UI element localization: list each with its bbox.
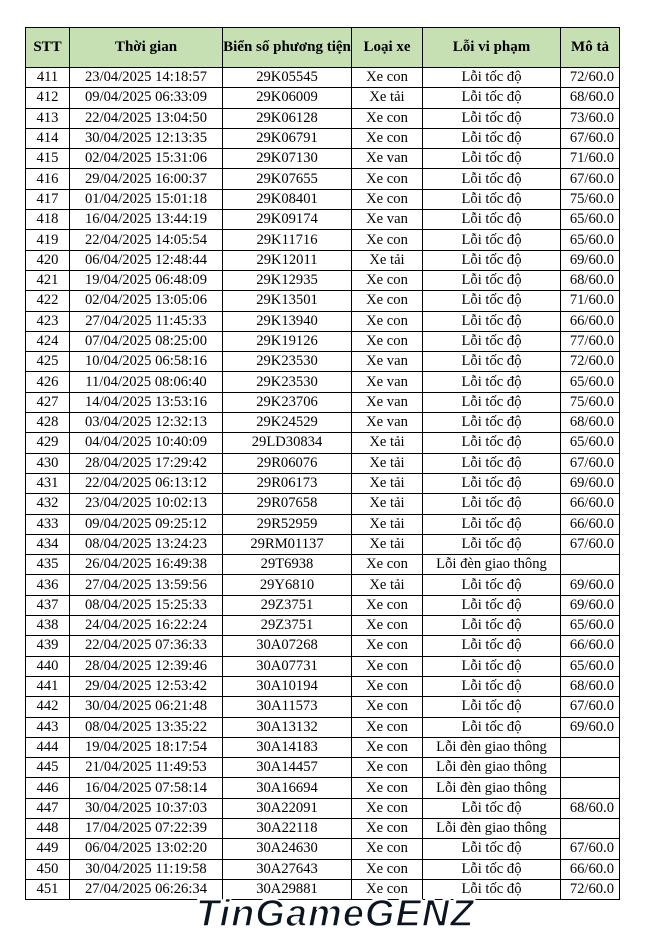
- cell-time: 24/04/2025 16:22:24: [70, 616, 223, 636]
- cell-stt: 435: [26, 555, 70, 575]
- cell-time: 06/04/2025 12:48:44: [70, 250, 223, 270]
- table-row: [26, 859, 620, 879]
- cell-description: 71/60.0: [561, 149, 620, 169]
- table-header-row: [26, 28, 620, 68]
- cell-time: 08/04/2025 15:25:33: [70, 595, 223, 615]
- cell-time: 09/04/2025 09:25:12: [70, 514, 223, 534]
- cell-description: [561, 778, 620, 798]
- violations-table: [25, 27, 620, 900]
- header-plate: Biển số phương tiện: [223, 28, 352, 68]
- cell-description: 69/60.0: [561, 250, 620, 270]
- cell-stt: 451: [26, 879, 70, 899]
- cell-stt: 449: [26, 839, 70, 859]
- cell-violation: Lỗi tốc độ: [423, 595, 561, 615]
- table-row: [26, 433, 620, 453]
- table-row: [26, 514, 620, 534]
- cell-vehicle-type: Xe tải: [352, 494, 423, 514]
- cell-plate: 30A16694: [223, 778, 352, 798]
- table-row: [26, 676, 620, 696]
- cell-stt: 446: [26, 778, 70, 798]
- table-row: [26, 230, 620, 250]
- cell-description: 72/60.0: [561, 68, 620, 88]
- cell-vehicle-type: Xe con: [352, 676, 423, 696]
- cell-vehicle-type: Xe van: [352, 149, 423, 169]
- cell-stt: 413: [26, 108, 70, 128]
- cell-vehicle-type: Xe van: [352, 210, 423, 230]
- table-row: [26, 250, 620, 270]
- cell-violation: Lỗi tốc độ: [423, 453, 561, 473]
- cell-vehicle-type: Xe tải: [352, 88, 423, 108]
- cell-description: 65/60.0: [561, 230, 620, 250]
- cell-stt: 419: [26, 230, 70, 250]
- cell-vehicle-type: Xe con: [352, 189, 423, 209]
- cell-plate: 29K12011: [223, 250, 352, 270]
- cell-description: 67/60.0: [561, 839, 620, 859]
- cell-description: 65/60.0: [561, 616, 620, 636]
- cell-plate: 30A22091: [223, 798, 352, 818]
- cell-violation: Lỗi tốc độ: [423, 291, 561, 311]
- cell-time: 22/04/2025 07:36:33: [70, 636, 223, 656]
- cell-plate: 29R06076: [223, 453, 352, 473]
- table-row: [26, 352, 620, 372]
- cell-description: 67/60.0: [561, 128, 620, 148]
- cell-stt: 431: [26, 473, 70, 493]
- cell-stt: 438: [26, 616, 70, 636]
- cell-time: 17/04/2025 07:22:39: [70, 818, 223, 838]
- cell-time: 30/04/2025 10:37:03: [70, 798, 223, 818]
- cell-stt: 412: [26, 88, 70, 108]
- table-row: [26, 331, 620, 351]
- cell-time: 07/04/2025 08:25:00: [70, 331, 223, 351]
- cell-plate: 30A29881: [223, 879, 352, 899]
- cell-plate: 30A10194: [223, 676, 352, 696]
- cell-stt: 416: [26, 169, 70, 189]
- cell-time: 27/04/2025 11:45:33: [70, 311, 223, 331]
- cell-time: 28/04/2025 17:29:42: [70, 453, 223, 473]
- cell-description: 71/60.0: [561, 291, 620, 311]
- cell-time: 16/04/2025 07:58:14: [70, 778, 223, 798]
- cell-description: 66/60.0: [561, 311, 620, 331]
- cell-stt: 433: [26, 514, 70, 534]
- cell-stt: 415: [26, 149, 70, 169]
- cell-description: [561, 737, 620, 757]
- cell-plate: 29K11716: [223, 230, 352, 250]
- cell-violation: Lỗi tốc độ: [423, 798, 561, 818]
- cell-violation: Lỗi tốc độ: [423, 616, 561, 636]
- cell-violation: Lỗi tốc độ: [423, 149, 561, 169]
- cell-stt: 417: [26, 189, 70, 209]
- cell-description: 72/60.0: [561, 879, 620, 899]
- cell-description: 67/60.0: [561, 169, 620, 189]
- cell-vehicle-type: Xe con: [352, 595, 423, 615]
- cell-violation: Lỗi tốc độ: [423, 68, 561, 88]
- cell-stt: 434: [26, 534, 70, 554]
- cell-time: 29/04/2025 12:53:42: [70, 676, 223, 696]
- table-row: [26, 575, 620, 595]
- cell-description: 65/60.0: [561, 372, 620, 392]
- cell-plate: 29K07130: [223, 149, 352, 169]
- cell-description: 69/60.0: [561, 575, 620, 595]
- cell-plate: 29R07658: [223, 494, 352, 514]
- cell-plate: 29K13940: [223, 311, 352, 331]
- cell-stt: 411: [26, 68, 70, 88]
- cell-time: 28/04/2025 12:39:46: [70, 656, 223, 676]
- cell-violation: Lỗi tốc độ: [423, 250, 561, 270]
- cell-violation: Lỗi tốc độ: [423, 372, 561, 392]
- cell-vehicle-type: Xe con: [352, 758, 423, 778]
- cell-time: 29/04/2025 16:00:37: [70, 169, 223, 189]
- table-row: [26, 291, 620, 311]
- cell-time: 04/04/2025 10:40:09: [70, 433, 223, 453]
- cell-violation: Lỗi tốc độ: [423, 413, 561, 433]
- cell-vehicle-type: Xe tải: [352, 534, 423, 554]
- cell-violation: Lỗi tốc độ: [423, 697, 561, 717]
- cell-description: 65/60.0: [561, 210, 620, 230]
- cell-plate: 29K23706: [223, 392, 352, 412]
- table-row: [26, 108, 620, 128]
- cell-stt: 422: [26, 291, 70, 311]
- cell-time: 27/04/2025 13:59:56: [70, 575, 223, 595]
- cell-plate: 29Z3751: [223, 595, 352, 615]
- cell-vehicle-type: Xe con: [352, 636, 423, 656]
- table-row: [26, 169, 620, 189]
- cell-stt: 420: [26, 250, 70, 270]
- cell-stt: 428: [26, 413, 70, 433]
- cell-vehicle-type: Xe con: [352, 108, 423, 128]
- cell-plate: 29K06791: [223, 128, 352, 148]
- table-row: [26, 717, 620, 737]
- table-row: [26, 697, 620, 717]
- cell-time: 22/04/2025 13:04:50: [70, 108, 223, 128]
- cell-vehicle-type: Xe con: [352, 778, 423, 798]
- table-row: [26, 372, 620, 392]
- cell-description: 68/60.0: [561, 798, 620, 818]
- cell-plate: 29K13501: [223, 291, 352, 311]
- cell-description: 73/60.0: [561, 108, 620, 128]
- cell-violation: Lỗi đèn giao thông: [423, 758, 561, 778]
- cell-description: 67/60.0: [561, 453, 620, 473]
- cell-vehicle-type: Xe con: [352, 697, 423, 717]
- cell-plate: 30A22118: [223, 818, 352, 838]
- cell-plate: 29T6938: [223, 555, 352, 575]
- cell-stt: 443: [26, 717, 70, 737]
- cell-plate: 29R06173: [223, 473, 352, 493]
- cell-description: 75/60.0: [561, 392, 620, 412]
- table-row: [26, 210, 620, 230]
- cell-plate: 29K06009: [223, 88, 352, 108]
- cell-stt: 444: [26, 737, 70, 757]
- cell-stt: 436: [26, 575, 70, 595]
- cell-plate: 29R52959: [223, 514, 352, 534]
- table-body: [26, 68, 620, 900]
- table-row: [26, 555, 620, 575]
- cell-time: 01/04/2025 15:01:18: [70, 189, 223, 209]
- cell-stt: 414: [26, 128, 70, 148]
- cell-plate: 29RM01137: [223, 534, 352, 554]
- header-time: Thời gian: [70, 28, 223, 68]
- cell-stt: 432: [26, 494, 70, 514]
- cell-time: 14/04/2025 13:53:16: [70, 392, 223, 412]
- cell-stt: 440: [26, 656, 70, 676]
- cell-vehicle-type: Xe con: [352, 311, 423, 331]
- cell-stt: 427: [26, 392, 70, 412]
- cell-description: 69/60.0: [561, 595, 620, 615]
- cell-description: 65/60.0: [561, 656, 620, 676]
- cell-plate: 29LD30834: [223, 433, 352, 453]
- cell-stt: 447: [26, 798, 70, 818]
- table-row: [26, 595, 620, 615]
- cell-plate: 30A07268: [223, 636, 352, 656]
- cell-description: 66/60.0: [561, 636, 620, 656]
- cell-description: 75/60.0: [561, 189, 620, 209]
- cell-description: 68/60.0: [561, 88, 620, 108]
- table-row: [26, 453, 620, 473]
- table-row: [26, 534, 620, 554]
- cell-violation: Lỗi tốc độ: [423, 230, 561, 250]
- table-row: [26, 88, 620, 108]
- cell-vehicle-type: Xe con: [352, 128, 423, 148]
- table-row: [26, 737, 620, 757]
- table-row: [26, 839, 620, 859]
- cell-violation: Lỗi tốc độ: [423, 392, 561, 412]
- cell-vehicle-type: Xe van: [352, 413, 423, 433]
- cell-vehicle-type: Xe con: [352, 839, 423, 859]
- cell-vehicle-type: Xe con: [352, 230, 423, 250]
- cell-time: 16/04/2025 13:44:19: [70, 210, 223, 230]
- cell-vehicle-type: Xe tải: [352, 250, 423, 270]
- cell-vehicle-type: Xe tải: [352, 514, 423, 534]
- cell-vehicle-type: Xe con: [352, 331, 423, 351]
- cell-time: 02/04/2025 13:05:06: [70, 291, 223, 311]
- cell-vehicle-type: Xe con: [352, 291, 423, 311]
- cell-stt: 425: [26, 352, 70, 372]
- cell-vehicle-type: Xe con: [352, 656, 423, 676]
- cell-violation: Lỗi tốc độ: [423, 128, 561, 148]
- cell-plate: 29K07655: [223, 169, 352, 189]
- cell-violation: Lỗi tốc độ: [423, 676, 561, 696]
- cell-stt: 445: [26, 758, 70, 778]
- cell-vehicle-type: Xe tải: [352, 453, 423, 473]
- table-row: [26, 311, 620, 331]
- cell-vehicle-type: Xe tải: [352, 575, 423, 595]
- cell-violation: Lỗi tốc độ: [423, 717, 561, 737]
- cell-plate: 30A14457: [223, 758, 352, 778]
- cell-violation: Lỗi tốc độ: [423, 108, 561, 128]
- cell-description: 67/60.0: [561, 534, 620, 554]
- cell-violation: Lỗi tốc độ: [423, 534, 561, 554]
- cell-time: 23/04/2025 14:18:57: [70, 68, 223, 88]
- cell-stt: 450: [26, 859, 70, 879]
- cell-description: 65/60.0: [561, 433, 620, 453]
- header-description: Mô tả: [561, 28, 620, 68]
- cell-violation: Lỗi tốc độ: [423, 311, 561, 331]
- cell-description: 66/60.0: [561, 494, 620, 514]
- cell-plate: 29K24529: [223, 413, 352, 433]
- cell-violation: Lỗi tốc độ: [423, 433, 561, 453]
- cell-stt: 418: [26, 210, 70, 230]
- cell-plate: 30A11573: [223, 697, 352, 717]
- cell-violation: Lỗi đèn giao thông: [423, 818, 561, 838]
- cell-violation: Lỗi đèn giao thông: [423, 737, 561, 757]
- cell-violation: Lỗi tốc độ: [423, 473, 561, 493]
- cell-vehicle-type: Xe van: [352, 352, 423, 372]
- cell-plate: 30A24630: [223, 839, 352, 859]
- cell-violation: Lỗi tốc độ: [423, 331, 561, 351]
- table-row: [26, 656, 620, 676]
- cell-stt: 448: [26, 818, 70, 838]
- cell-plate: 29Z3751: [223, 616, 352, 636]
- cell-time: 21/04/2025 11:49:53: [70, 758, 223, 778]
- cell-stt: 437: [26, 595, 70, 615]
- cell-plate: 29K09174: [223, 210, 352, 230]
- table-row: [26, 778, 620, 798]
- cell-plate: 29K23530: [223, 372, 352, 392]
- cell-time: 19/04/2025 06:48:09: [70, 270, 223, 290]
- cell-description: [561, 555, 620, 575]
- cell-description: 68/60.0: [561, 676, 620, 696]
- table-row: [26, 473, 620, 493]
- cell-vehicle-type: Xe van: [352, 392, 423, 412]
- table-row: [26, 128, 620, 148]
- cell-plate: 30A14183: [223, 737, 352, 757]
- cell-violation: Lỗi tốc độ: [423, 839, 561, 859]
- table-row: [26, 392, 620, 412]
- cell-vehicle-type: Xe tải: [352, 473, 423, 493]
- cell-time: 22/04/2025 14:05:54: [70, 230, 223, 250]
- cell-vehicle-type: Xe con: [352, 717, 423, 737]
- table-row: [26, 494, 620, 514]
- cell-violation: Lỗi tốc độ: [423, 575, 561, 595]
- cell-plate: 29K19126: [223, 331, 352, 351]
- table-row: [26, 189, 620, 209]
- cell-time: 06/04/2025 13:02:20: [70, 839, 223, 859]
- cell-description: 77/60.0: [561, 331, 620, 351]
- cell-time: 03/04/2025 12:32:13: [70, 413, 223, 433]
- cell-violation: Lỗi tốc độ: [423, 210, 561, 230]
- table-row: [26, 616, 620, 636]
- cell-violation: Lỗi đèn giao thông: [423, 778, 561, 798]
- cell-stt: 423: [26, 311, 70, 331]
- cell-violation: Lỗi tốc độ: [423, 636, 561, 656]
- cell-description: [561, 758, 620, 778]
- cell-stt: 442: [26, 697, 70, 717]
- cell-violation: Lỗi đèn giao thông: [423, 555, 561, 575]
- table-row: [26, 68, 620, 88]
- cell-stt: 424: [26, 331, 70, 351]
- cell-description: 66/60.0: [561, 514, 620, 534]
- cell-time: 23/04/2025 10:02:13: [70, 494, 223, 514]
- table-row: [26, 758, 620, 778]
- cell-description: [561, 818, 620, 838]
- cell-plate: 30A13132: [223, 717, 352, 737]
- cell-violation: Lỗi tốc độ: [423, 270, 561, 290]
- table-row: [26, 270, 620, 290]
- cell-violation: Lỗi tốc độ: [423, 514, 561, 534]
- cell-stt: 441: [26, 676, 70, 696]
- cell-stt: 421: [26, 270, 70, 290]
- header-violation: Lỗi vi phạm: [423, 28, 561, 68]
- cell-violation: Lỗi tốc độ: [423, 859, 561, 879]
- cell-time: 19/04/2025 18:17:54: [70, 737, 223, 757]
- table-row: [26, 798, 620, 818]
- cell-time: 22/04/2025 06:13:12: [70, 473, 223, 493]
- cell-plate: 29K08401: [223, 189, 352, 209]
- cell-plate: 30A27643: [223, 859, 352, 879]
- cell-vehicle-type: Xe con: [352, 270, 423, 290]
- cell-stt: 430: [26, 453, 70, 473]
- cell-plate: 29K06128: [223, 108, 352, 128]
- cell-plate: 29K05545: [223, 68, 352, 88]
- cell-description: 69/60.0: [561, 717, 620, 737]
- cell-violation: Lỗi tốc độ: [423, 189, 561, 209]
- cell-vehicle-type: Xe con: [352, 798, 423, 818]
- cell-time: 02/04/2025 15:31:06: [70, 149, 223, 169]
- cell-time: 08/04/2025 13:35:22: [70, 717, 223, 737]
- cell-time: 11/04/2025 08:06:40: [70, 372, 223, 392]
- cell-plate: 30A07731: [223, 656, 352, 676]
- table-row: [26, 149, 620, 169]
- cell-violation: Lỗi tốc độ: [423, 169, 561, 189]
- cell-vehicle-type: Xe tải: [352, 433, 423, 453]
- cell-stt: 439: [26, 636, 70, 656]
- cell-time: 08/04/2025 13:24:23: [70, 534, 223, 554]
- cell-vehicle-type: Xe con: [352, 818, 423, 838]
- cell-plate: 29K23530: [223, 352, 352, 372]
- cell-stt: 429: [26, 433, 70, 453]
- watermark-logo: TinGameGENZ: [196, 893, 475, 935]
- cell-description: 68/60.0: [561, 270, 620, 290]
- cell-time: 30/04/2025 12:13:35: [70, 128, 223, 148]
- cell-vehicle-type: Xe con: [352, 68, 423, 88]
- cell-time: 27/04/2025 06:26:34: [70, 879, 223, 899]
- cell-description: 69/60.0: [561, 473, 620, 493]
- cell-vehicle-type: Xe con: [352, 616, 423, 636]
- header-stt: STT: [26, 28, 70, 68]
- cell-time: 30/04/2025 06:21:48: [70, 697, 223, 717]
- cell-time: 10/04/2025 06:58:16: [70, 352, 223, 372]
- cell-violation: Lỗi tốc độ: [423, 879, 561, 899]
- table-row: [26, 818, 620, 838]
- cell-description: 68/60.0: [561, 413, 620, 433]
- cell-violation: Lỗi tốc độ: [423, 352, 561, 372]
- cell-plate: 29Y6810: [223, 575, 352, 595]
- cell-plate: 29K12935: [223, 270, 352, 290]
- cell-description: 67/60.0: [561, 697, 620, 717]
- cell-vehicle-type: Xe con: [352, 859, 423, 879]
- cell-vehicle-type: Xe con: [352, 169, 423, 189]
- cell-description: 66/60.0: [561, 859, 620, 879]
- cell-vehicle-type: Xe con: [352, 737, 423, 757]
- cell-stt: 426: [26, 372, 70, 392]
- cell-violation: Lỗi tốc độ: [423, 494, 561, 514]
- table-row: [26, 413, 620, 433]
- cell-vehicle-type: Xe van: [352, 372, 423, 392]
- cell-violation: Lỗi tốc độ: [423, 88, 561, 108]
- header-vehicle-type: Loại xe: [352, 28, 423, 68]
- cell-vehicle-type: Xe con: [352, 555, 423, 575]
- cell-vehicle-type: Xe con: [352, 879, 423, 899]
- cell-description: 72/60.0: [561, 352, 620, 372]
- cell-violation: Lỗi tốc độ: [423, 656, 561, 676]
- cell-time: 30/04/2025 11:19:58: [70, 859, 223, 879]
- table-row: [26, 636, 620, 656]
- cell-time: 09/04/2025 06:33:09: [70, 88, 223, 108]
- cell-time: 26/04/2025 16:49:38: [70, 555, 223, 575]
